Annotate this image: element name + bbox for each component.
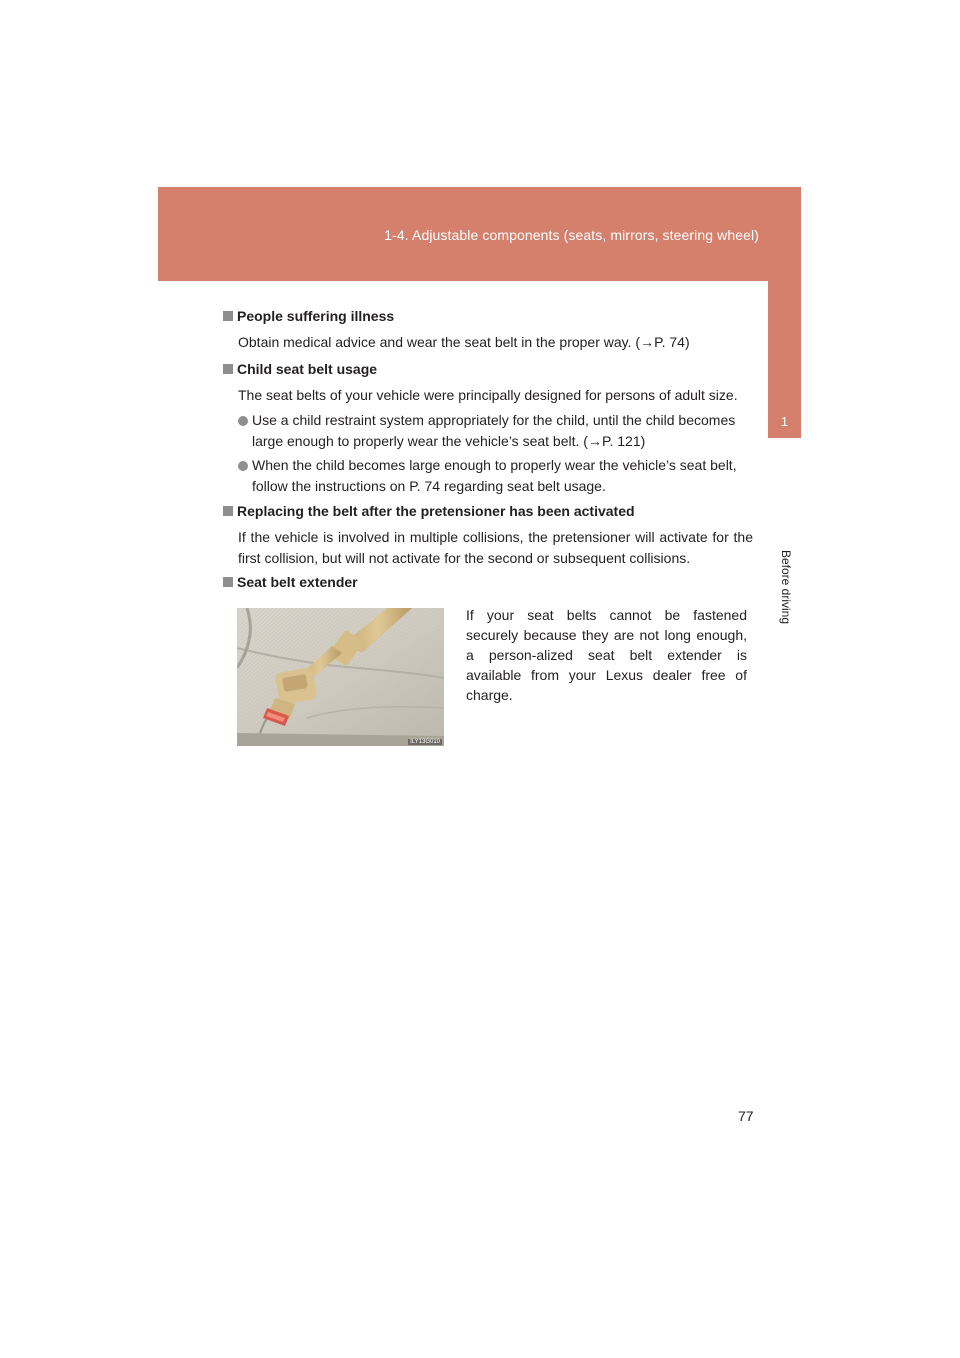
paragraph-child-seat-belt: The seat belts of your vehicle were principally designed for persons of adult size. (238, 387, 738, 403)
paragraph-seat-belt-extender: If your seat belts cannot be fastened securely because they are not long enough, a person-alized seat belt extender is available from your Lexus dealer free of charge. (466, 607, 747, 703)
list-item: Use a child restraint system appropriately for the child, until the child becomes large enough to properly wear the vehicle’s seat belt. (→P. 121) (238, 410, 748, 452)
image-code: ILY13G010 (410, 739, 440, 745)
square-bullet-icon (223, 577, 233, 587)
heading-illness: People suffering illness (223, 308, 394, 324)
page-number: 77 (738, 1108, 754, 1124)
square-bullet-icon (223, 364, 233, 374)
heading-child-seat-belt: Child seat belt usage (223, 361, 377, 377)
round-bullet-icon (238, 416, 248, 426)
square-bullet-icon (223, 506, 233, 516)
seat-belt-photo (237, 608, 444, 746)
chapter-side-tab (768, 187, 801, 438)
chapter-header-band (158, 187, 801, 281)
paragraph-illness: Obtain medical advice and wear the seat belt in the proper way. (→P. 74) (238, 334, 690, 350)
round-bullet-icon (238, 461, 248, 471)
chapter-title: 1-4. Adjustable components (seats, mirrors, steering wheel) (384, 227, 759, 243)
heading-pretensioner: Replacing the belt after the pretensioner has been activated (223, 503, 635, 519)
heading-seat-belt-extender: Seat belt extender (223, 574, 358, 590)
paragraph-pretensioner: If the vehicle is involved in multiple collisions, the pretensioner will activate for the first collision, but will not activate for the second or subsequent collisions. (238, 529, 753, 566)
square-bullet-icon (223, 311, 233, 321)
chapter-side-label (771, 532, 801, 642)
seat-belt-extender-illustration (237, 608, 444, 746)
list-item: When the child becomes large enough to properly wear the vehicle’s seat belt, follow the instructions on P. 74 regarding seat belt usage. (238, 455, 748, 497)
chapter-side-label-text: Before driving (779, 549, 794, 625)
chapter-number: 1 (780, 414, 789, 429)
